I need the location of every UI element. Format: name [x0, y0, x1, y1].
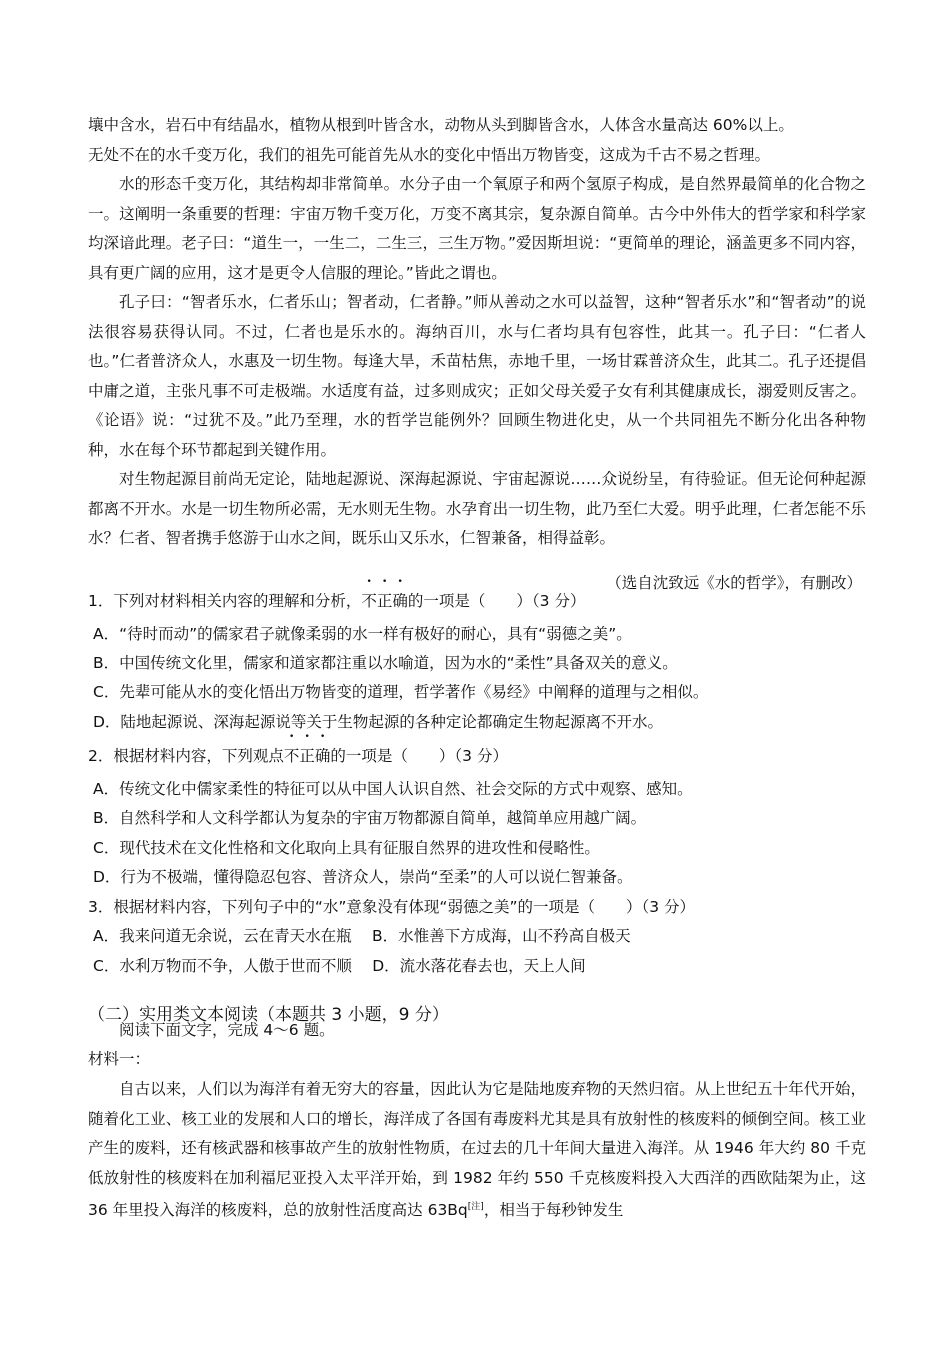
passage-paragraph: 水的形态千变万化，其结构却非常简单。水分子由一个氧原子和两个氢原子构成，是自然界最简单的化合物之一。这阐明一条重要的哲理：宇宙万物千变万化，万变不离其宗，复杂源自简单。古今中外伟大的哲学家和科学家均深谙此理。老子曰：“道生一，一生二，二生三，三生万物。”爱因斯坦说：“更简单的理论，涵盖更多不同内容，具有更广阔的应用，这才是更令人信服的理论。”皆此之谓也。 — [88, 175, 866, 282]
question-1-option-c: C．先辈可能从水的变化悟出万物皆变的道理，哲学著作《易经》中阐释的道理与之相似。 — [93, 683, 709, 701]
question-2-option-b: B．自然科学和人文科学都认为复杂的宇宙万物都源自简单，越简单应用越广阔。 — [93, 809, 647, 827]
question-2-option-c: C．现代技术在文化性格和文化取向上具有征服自然界的进攻性和侵略性。 — [93, 839, 600, 857]
question-2-stem — [88, 742, 508, 772]
material-paragraph — [88, 1075, 866, 1226]
stem-text: 2．根据材料内容，下列观点 — [88, 747, 284, 765]
passage-line: 无处不在的水千变万化，我们的祖先可能首先从水的变化中悟出万物皆变，这成为千古不易之哲理。 — [88, 146, 771, 164]
section-heading: （二）实用类文本阅读（本题共 3 小题，9 分） — [88, 1005, 449, 1025]
emphasis-dotted — [361, 592, 408, 610]
question-1-stem — [88, 587, 585, 617]
stem-text: 的一项是（ ）（3 分） — [330, 747, 508, 765]
emphasis-char: 不 — [361, 592, 377, 610]
question-3-stem: 3．根据材料内容，下列句子中的“水”意象没有体现“弱德之美”的一项是（ ）（3 分） — [88, 898, 696, 916]
question-2-option-d: D．行为不极端，懂得隐忍包容、普济众人，崇尚“至柔”的人可以说仁智兼备。 — [93, 868, 633, 886]
emphasis-char: 确 — [392, 592, 408, 610]
stem-text: 的一项是（ ）（3 分） — [407, 592, 586, 610]
section-instruction: 阅读下面文字，完成 4～6 题。 — [119, 1021, 335, 1039]
footnote-mark: [注] — [467, 1202, 484, 1213]
question-2-option-a: A．传统文化中儒家柔性的特征可以从中国人认识自然、社会交际的方式中观察、感知。 — [93, 780, 693, 798]
passage-paragraph: 孔子曰：“智者乐水，仁者乐山；智者动，仁者静。”师从善动之水可以益智，这种“智者乐水”和“智者动”的说法很容易获得认同。不过，仁者也是乐水的。海纳百川，水与仁者均具有包容性，此其一。孔子曰：“仁者人也。”仁者普济众人，水惠及一切生物。每逢大旱，禾苗枯焦，赤地千里，一场甘霖普济众生，此其二。孔子还提倡中庸之道，主张凡事不可走极端。水适度有益，过多则成灾；正如父母关爱子女有利其健康成长，溺爱则反害之。《论语》说：“过犹不及。”此乃至理，水的哲学岂能例外？回顾生物进化史，从一个共同祖先不断分化出各种物种，水在每个环节都起到关键作用。 — [88, 293, 866, 459]
emphasis-char: 正 — [299, 747, 315, 765]
emphasis-char: 正 — [376, 592, 393, 610]
passage-paragraph: 对生物起源目前尚无定论，陆地起源说、深海起源说、宇宙起源说……众说纷呈，有待验证。但无论何种起源都离不开水。水是一切生物所必需，无水则无生物。水孕育出一切生物，此乃至仁大爱。明乎此理，仁者怎能不乐水？仁者、智者携手悠游于山水之间，既乐山又乐水，仁智兼备，相得益彰。 — [88, 470, 866, 548]
question-1-option-b: B．中国传统文化里，儒家和道家都注重以水喻道，因为水的“柔性”具备双关的意义。 — [93, 654, 678, 672]
material-text: 自古以来，人们以为海洋有着无穷大的容量，因此认为它是陆地废弃物的天然归宿。从上世纪五十年代开始，随着化工业、核工业的发展和人口的增长，海洋成了各国有毒废料尤其是具有放射性的核废料的倾倒空间。核工业产生的废料，还有核武器和核事故产生的放射性物质，在过去的几十年间大量进入海洋。从 1946 年大约 80 千克低放射性的核废料在加利福尼亚投入太平洋开始，到 1982 年约 550 千克核废料投入大西洋的西欧陆架为止，这 36 年里投入海洋的核废料，总的放射性活度高达 63Bq — [88, 1080, 866, 1220]
emphasis-dotted — [284, 747, 331, 765]
question-1-option-a: A．“待时而动”的儒家君子就像柔弱的水一样有极好的耐心，具有“弱德之美”。 — [93, 625, 632, 643]
question-1-option-d: D．陆地起源说、深海起源说等关于生物起源的各种定论都确定生物起源离不开水。 — [93, 713, 663, 731]
source-citation: （选自沈致远《水的哲学》，有删改） — [606, 573, 862, 592]
stem-text: 1．下列对材料相关内容的理解和分析， — [88, 592, 362, 610]
material-label: 材料一： — [88, 1050, 151, 1068]
material-text-tail: ，相当于每秒钟发生 — [483, 1201, 624, 1220]
emphasis-char: 不 — [283, 747, 300, 765]
passage-line: 壤中含水，岩石中有结晶水，植物从根到叶皆含水，动物从头到脚皆含水，人体含水量高达 60%以上。 — [88, 116, 794, 134]
emphasis-char: 确 — [314, 747, 331, 765]
question-3-options-row: A．我来问道无余说，云在青天水在瓶 B．水惟善下方成海，山不矜高自极天 — [93, 927, 631, 945]
question-3-options-row: C．水利万物而不争，人傲于世而不顺 D．流水落花春去也，天上人间 — [93, 957, 586, 975]
